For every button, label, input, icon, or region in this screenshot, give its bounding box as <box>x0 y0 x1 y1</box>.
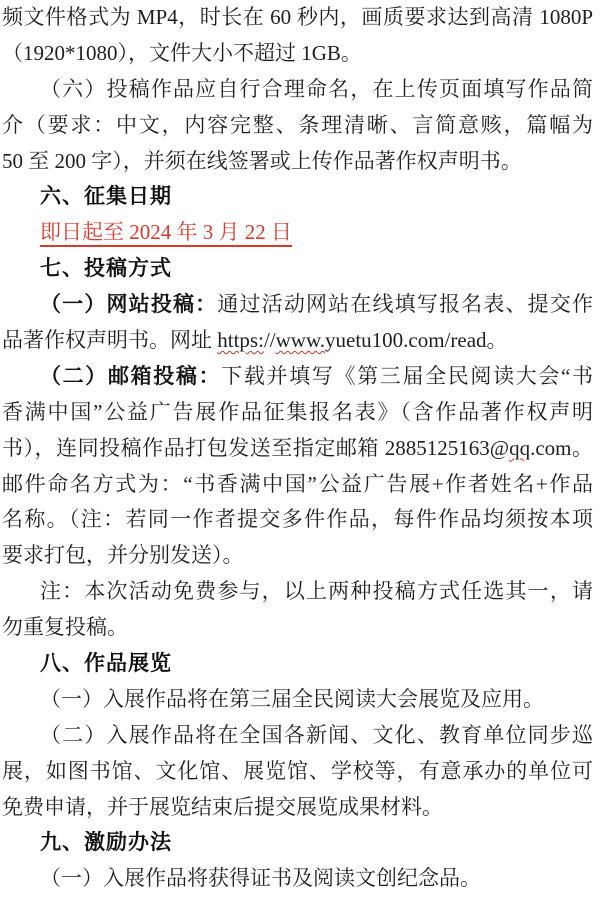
url-host-path: yuetu100.com/read。 <box>325 328 508 353</box>
line-email-submission <box>2 359 593 395</box>
text-run: 注：本次活动免费参与，以上两种投稿方式任选其一，请 <box>40 579 593 604</box>
line-website-submission <box>2 287 593 323</box>
text-run: 通过活动网站在线填写报名表、提交作 <box>217 292 594 317</box>
line-note-free-2 <box>2 610 593 646</box>
line-video-format <box>2 0 593 36</box>
deadline-date: 即日起至 2024 年 3 月 22 日 <box>40 220 292 245</box>
text-run: （六）投稿作品应自行合理命名，在上传页面填写作品简 <box>40 76 593 101</box>
line-exhibition-2c <box>2 790 593 826</box>
text-run: 要求打包，并分别发送）。 <box>2 543 244 568</box>
text-run: 书），连同投稿作品打包发送至指定邮箱 2885125163@ <box>2 435 510 460</box>
line-website-submission-2 <box>2 323 593 359</box>
text-run: // <box>263 328 276 353</box>
text-run: （二）入展作品将在全国各新闻、文化、教育单位同步巡 <box>40 722 593 747</box>
text-run: 六、征集日期 <box>40 185 172 209</box>
text-run: 频文件格式为 MP4，时长在 60 秒内，画质要求达到高清 1080P <box>2 5 593 29</box>
text-run: 50 至 200 字），并须在线签署或上传作品著作权声明书。 <box>2 148 522 173</box>
line-email-submission-2 <box>2 395 593 431</box>
line-deadline <box>2 215 593 251</box>
heading-incentive <box>2 825 593 861</box>
line-incentive-1 <box>2 861 593 897</box>
line-item-6-naming <box>2 72 593 108</box>
text-run: 下载并填写《第三届全民阅读大会“书 <box>221 363 594 388</box>
text-run: 品著作权声明书。网址 <box>2 328 218 353</box>
line-video-format-2 <box>2 36 593 72</box>
heading-submission-method <box>2 251 593 287</box>
text-run: 邮件命名方式为：“书香满中国”公益广告展+作者姓名+作品 <box>2 471 593 496</box>
document-body <box>2 0 593 897</box>
url-scheme: https: <box>217 328 264 353</box>
line-email-submission-3 <box>2 431 593 467</box>
text-run: 免费申请，并于展览结束后提交展览成果材料。 <box>2 794 443 819</box>
url-www: www. <box>275 328 325 353</box>
text-run: 介（要求：中文，内容完整、条理清晰、言简意赅，篇幅为 <box>2 112 593 137</box>
website-submission-label: （一）网站投稿： <box>40 293 218 317</box>
text-run: .com。 <box>530 435 593 460</box>
line-exhibition-2b <box>2 754 593 790</box>
line-item-6-naming-2 <box>2 108 593 144</box>
email-domain: qq <box>509 435 531 460</box>
line-email-naming-2 <box>2 502 593 538</box>
line-note-free <box>2 574 593 610</box>
text-run: 展，如图书馆、文化馆、展览馆、学校等，有意承办的单位可 <box>2 758 593 783</box>
text-run: 勿重复投稿。 <box>2 615 128 640</box>
text-run: 八、作品展览 <box>40 652 172 676</box>
heading-exhibition <box>2 646 593 682</box>
text-run: （一）入展作品将在第三届全民阅读大会展览及应用。 <box>40 686 544 711</box>
line-email-naming-3 <box>2 538 593 574</box>
text-run: 九、激励办法 <box>40 831 172 855</box>
line-exhibition-2 <box>2 718 593 754</box>
email-submission-label: （二）邮箱投稿： <box>40 364 222 388</box>
heading-collection-date <box>2 179 593 215</box>
line-exhibition-1 <box>2 682 593 718</box>
text-run: 名称。（注：若同一作者提交多件作品，每件作品均须按本项 <box>2 507 593 532</box>
text-run: （1920*1080），文件大小不超过 1GB。 <box>2 40 362 65</box>
text-run: 香满中国”公益广告展作品征集报名表》（含作品著作权声明 <box>2 399 593 424</box>
line-item-6-naming-3 <box>2 144 593 180</box>
line-email-naming <box>2 467 593 503</box>
text-run: （一）入展作品将获得证书及阅读文创纪念品。 <box>40 866 481 891</box>
text-run: 七、投稿方式 <box>40 257 172 281</box>
